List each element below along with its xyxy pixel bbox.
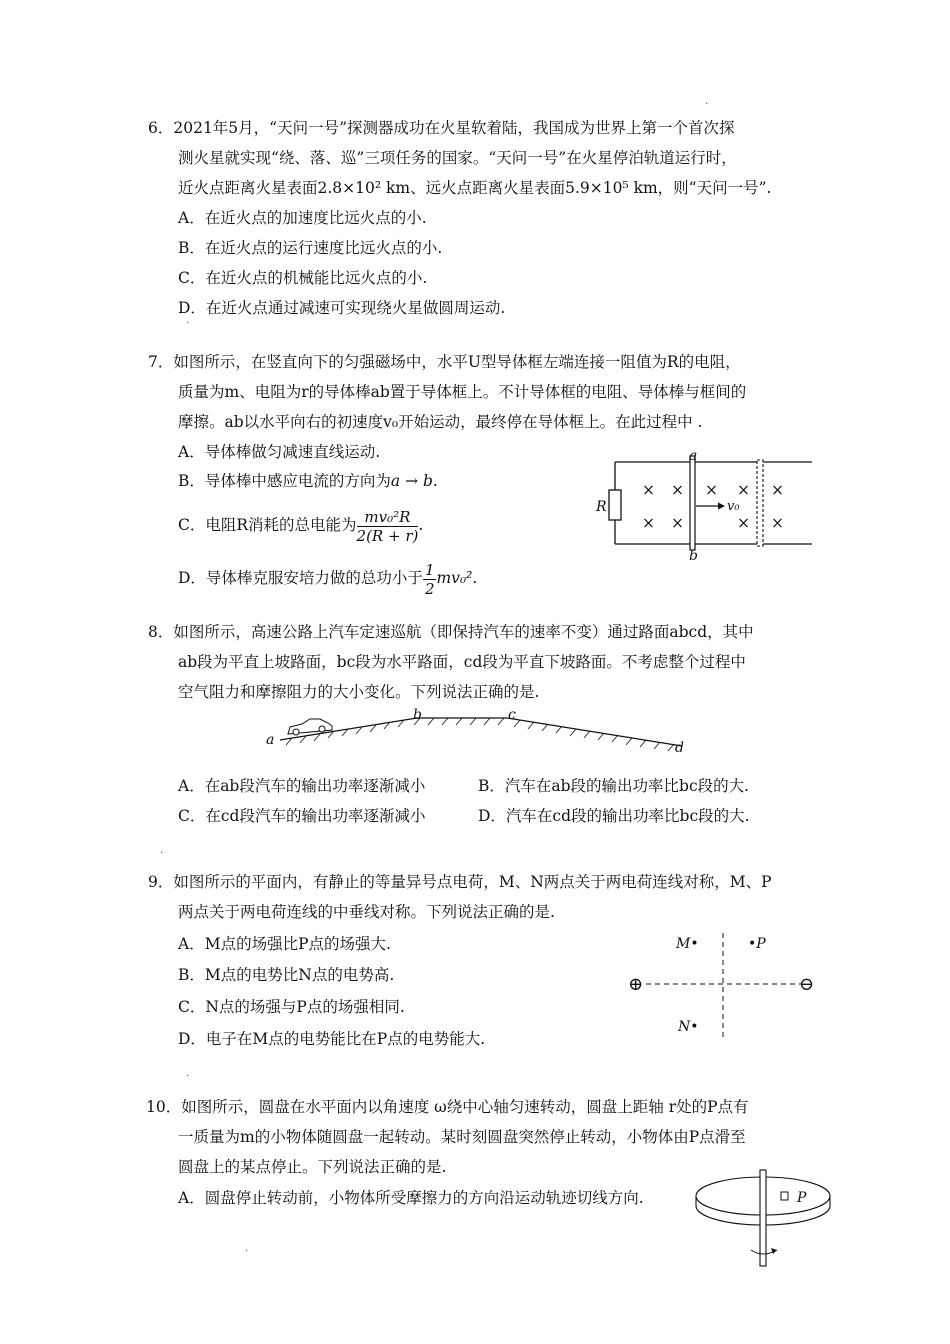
q8-stem-line1: 8．如图所示，高速公路上汽车定速巡航（即保持汽车的速率不变）通过路面abcd，其中 [148,623,754,641]
q8-fig-label-c: c [508,707,516,723]
q6-option-c: C．在近火点的机械能比远火点的小. [178,269,428,287]
q6-stem-line3: 近火点距离火星表面2.8×10² km、远火点距离火星表面5.9×10⁵ km，则“天问一号”. [178,179,772,197]
q9-option-c: C．N点的场强与P点的场强相同. [178,998,405,1016]
mark: . [186,1068,190,1079]
q6-option-b: B．在近火点的运行速度比远火点的小. [178,239,443,257]
q7-field-cross: × [737,481,750,499]
q7-option-c-numerator: mv₀²R [357,508,419,527]
q8-figure-road [262,704,692,760]
q8-fig-label-b: b [413,707,422,723]
q7-option-d-fraction [423,561,437,598]
q7-fig-label-r: R [596,499,607,515]
q9-option-b: B．M点的电势比N点的电势高. [178,966,395,984]
q7-option-c-denominator: 2(R + r) [356,526,419,545]
q7-option-d-numerator: 1 [424,560,435,579]
q9-negative-charge: ⊖ [799,974,815,995]
q8-option-a: A．在ab段汽车的输出功率逐渐减小 [178,777,426,795]
q9-positive-charge: ⊕ [628,974,644,995]
q7-stem-line1: 7．如图所示，在竖直向下的匀强磁场中，水平U型导体框左端连接一阻值为R的电阻， [148,353,741,371]
q7-option-c-fraction [357,508,419,545]
q7-option-c: C．电阻R消耗的总电能为 $\frac{\text{mv₀²R}}{2(R + r)}$ . [178,507,424,545]
q7-option-c-text: C．电阻R消耗的总电能为 [178,516,357,534]
q9-point-p: •P [748,936,766,952]
q10-stem-line3: 圆盘上的某点停止。下列说法正确的是. [178,1158,447,1176]
q7-option-a: A．导体棒做匀减速直线运动. [178,443,381,461]
q9-point-m: M• [676,936,699,952]
q7-field-cross: × [642,514,655,532]
q7-fig-label-a: a [689,448,698,464]
q6-option-d: D．在近火点通过减速可实现绕火星做圆周运动. [178,299,506,317]
q9-stem-line1: 9．如图所示的平面内，有静止的等量异号点电荷，M、N两点关于两电荷连线对称，M、P [148,873,772,891]
q8-option-d: D．汽车在cd段的输出功率比bc段的大. [478,807,750,825]
mark: . [705,96,709,107]
mark: . [245,1243,249,1254]
q8-stem-line3: 空气阻力和摩擦阻力的大小变化。下列说法正确的是. [178,683,540,701]
q7-rod-final [757,460,763,546]
q7-option-b-text: B．导体棒中感应电流的方向为 [178,472,391,490]
q6-stem-line1: 6．2021年5月，“天问一号”探测器成功在火星软着陆，我国成为世界上第一个首次探 [148,119,735,137]
q7-field-cross: × [771,481,784,499]
q7-option-d: D．导体棒克服安培力做的总功小于 $\frac{1}{2}$ mv₀². [178,560,478,598]
q10-option-a: A．圆盘停止转动前，小物体所受摩擦力的方向沿运动轨迹切线方向. [178,1189,644,1207]
q10-stem-line1: 10．如图所示，圆盘在水平面内以角速度 ω绕中心轴匀速转动，圆盘上距轴 r处的P点有 [146,1098,749,1116]
q8-fig-label-a: a [266,732,275,748]
q10-point-p: P [797,1190,807,1206]
q7-fig-label-v0: v₀ [727,499,740,514]
q7-field-cross: × [642,481,655,499]
q8-option-b: B．汽车在ab段的输出功率比bc段的大. [478,777,750,795]
q9-stem-line2: 两点关于两电荷连线的中垂线对称。下列说法正确的是. [178,903,555,921]
q7-fig-label-b: b [689,548,698,564]
q7-field-cross: × [671,481,684,499]
mark: . [160,845,164,856]
q8-option-c: C．在cd段汽车的输出功率逐渐减小 [178,807,426,825]
q7-stem-line2: 质量为m、电阻为r的导体棒ab置于导体框上。不计导体框的电阻、导体棒与框间的 [178,383,747,401]
q7-stem-line3: 摩擦。ab以水平向右的初速度v₀开始运动，最终停在导体框上。在此过程中 . [178,413,703,431]
q7-field-cross: × [671,514,684,532]
q7-figure-u-frame [590,448,820,566]
q7-field-cross: × [771,514,784,532]
q7-resistor [609,490,621,520]
q9-figure-charges [626,925,826,1045]
q9-option-a: A．M点的场强比P点的场强大. [178,935,391,953]
q7-option-b: B．导体棒中感应电流的方向为a → b. [178,472,438,490]
q7-option-d-denominator: 2 [424,579,435,598]
q7-field-cross: × [705,481,718,499]
q8-fig-label-d: d [675,740,684,756]
q10-block [781,1192,788,1200]
q7-rod-ab [690,456,695,550]
q6-stem-line2: 测火星就实现“绕、落、巡”三项任务的国家。“天问一号”在火星停泊轨道运行时， [178,149,737,167]
mark: . [186,315,190,326]
q10-axle [760,1170,766,1266]
q9-option-d: D．电子在M点的电势能比在P点的电势能大. [178,1030,486,1048]
q6-option-a: A．在近火点的加速度比远火点的小. [178,209,427,227]
q8-stem-line2: ab段为平直上坡路面，bc段为水平路面，cd段为平直下坡路面。不考虑整个过程中 [178,653,746,671]
q7-option-b-math: a → b [390,472,433,490]
q9-point-n: N• [678,1019,699,1035]
q7-option-d-tail: mv₀² [436,569,473,587]
q10-stem-line2: 一质量为m的小物体随圆盘一起转动。某时刻圆盘突然停止转动，小物体由P点滑至 [178,1128,746,1146]
q7-option-d-text: D．导体棒克服安培力做的总功小于 [178,569,423,587]
q10-figure-disk [693,1168,835,1272]
q7-field-cross: × [737,514,750,532]
